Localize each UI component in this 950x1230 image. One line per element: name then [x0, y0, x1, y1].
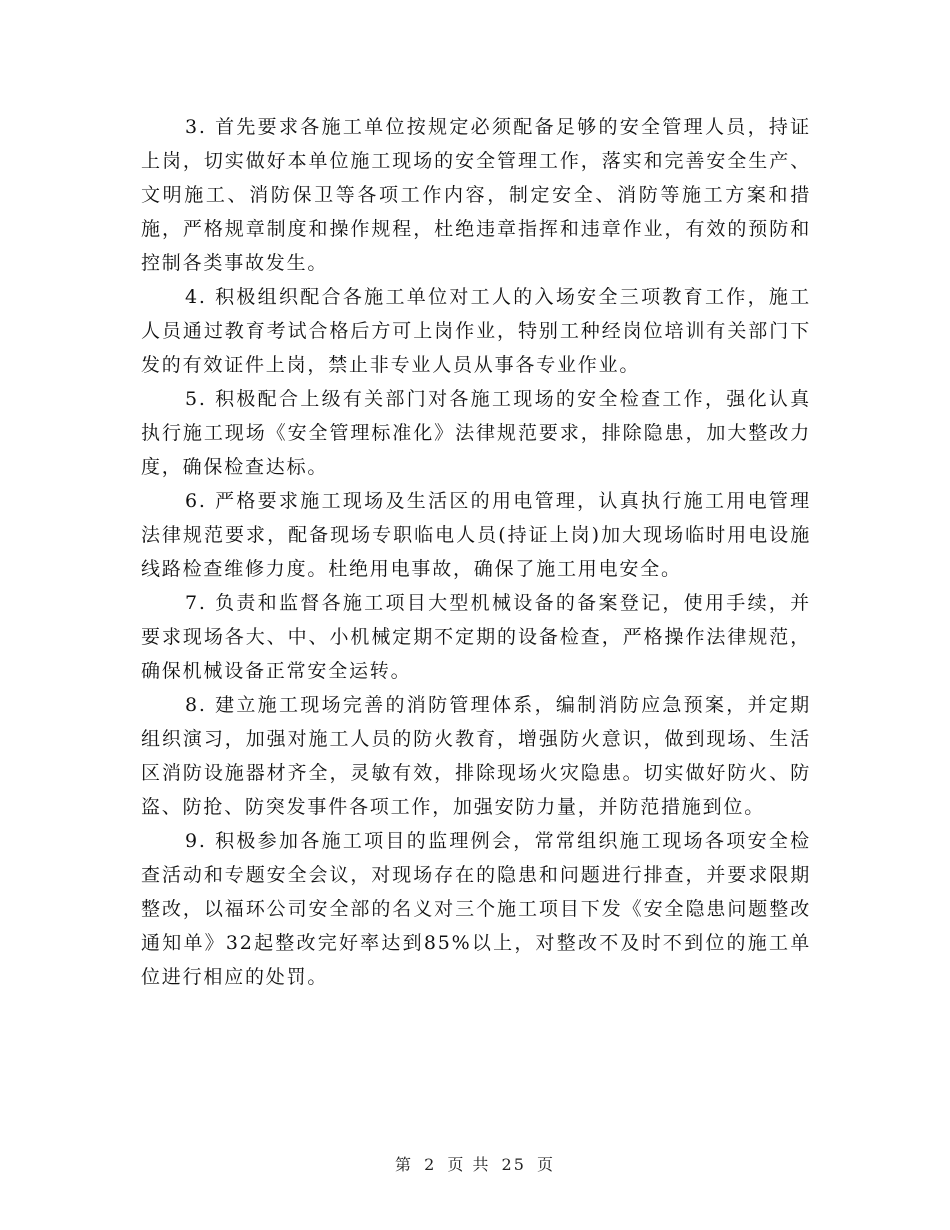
document-body	[141, 110, 811, 994]
paragraph-item-7: 7. 负责和监督各施工项目大型机械设备的备案登记，使用手续，并要求现场各大、中、小机械定期不定期的设备检查，严格操作法律规范，确保机械设备正常安全运转。	[141, 592, 811, 682]
paragraph-item-9: 9. 积极参加各施工项目的监理例会，常常组织施工现场各项安全检查活动和专题安全会议，对现场存在的隐患和问题进行排查，并要求限期整改，以福环公司安全部的名义对三个施工项目下发《安全隐患问题整改通知单》32起整改完好率达到85%以上，对整改不及时不到位的施工单位进行相应的处罚。	[141, 830, 811, 988]
footer-middle: 页 共	[447, 1155, 491, 1174]
total-page-count: 25	[501, 1155, 526, 1174]
page-number-footer	[0, 1152, 950, 1175]
paragraph-item-5: 5. 积极配合上级有关部门对各施工现场的安全检查工作，强化认真执行施工现场《安全管理标准化》法律规范要求，排除隐患，加大整改力度，确保检查达标。	[141, 388, 811, 478]
paragraph-item-8: 8. 建立施工现场完善的消防管理体系，编制消防应急预案，并定期组织演习，加强对施工人员的防火教育，增强防火意识，做到现场、生活区消防设施器材齐全，灵敏有效，排除现场火灾隐患。切实做好防火、防盗、防抢、防突发事件各项工作，加强安防力量，并防范措施到位。	[141, 694, 811, 818]
footer-prefix: 第	[394, 1155, 413, 1174]
footer-suffix: 页	[537, 1155, 556, 1174]
paragraph-item-6: 6. 严格要求施工现场及生活区的用电管理，认真执行施工用电管理法律规范要求，配备现场专职临电人员(持证上岗)加大现场临时用电设施线路检查维修力度。杜绝用电事故，确保了施工用电安全。	[141, 490, 811, 580]
paragraph-item-3: 3. 首先要求各施工单位按规定必须配备足够的安全管理人员，持证上岗，切实做好本单位施工现场的安全管理工作，落实和完善安全生产、文明施工、消防保卫等各项工作内容，制定安全、消防等施工方案和措施，严格规章制度和操作规程，杜绝违章指挥和违章作业，有效的预防和控制各类事故发生。	[141, 116, 811, 274]
current-page-number: 2	[424, 1155, 437, 1174]
paragraph-item-4: 4. 积极组织配合各施工单位对工人的入场安全三项教育工作，施工人员通过教育考试合格后方可上岗作业，特别工种经岗位培训有关部门下发的有效证件上岗，禁止非专业人员从事各专业作业。	[141, 286, 811, 376]
